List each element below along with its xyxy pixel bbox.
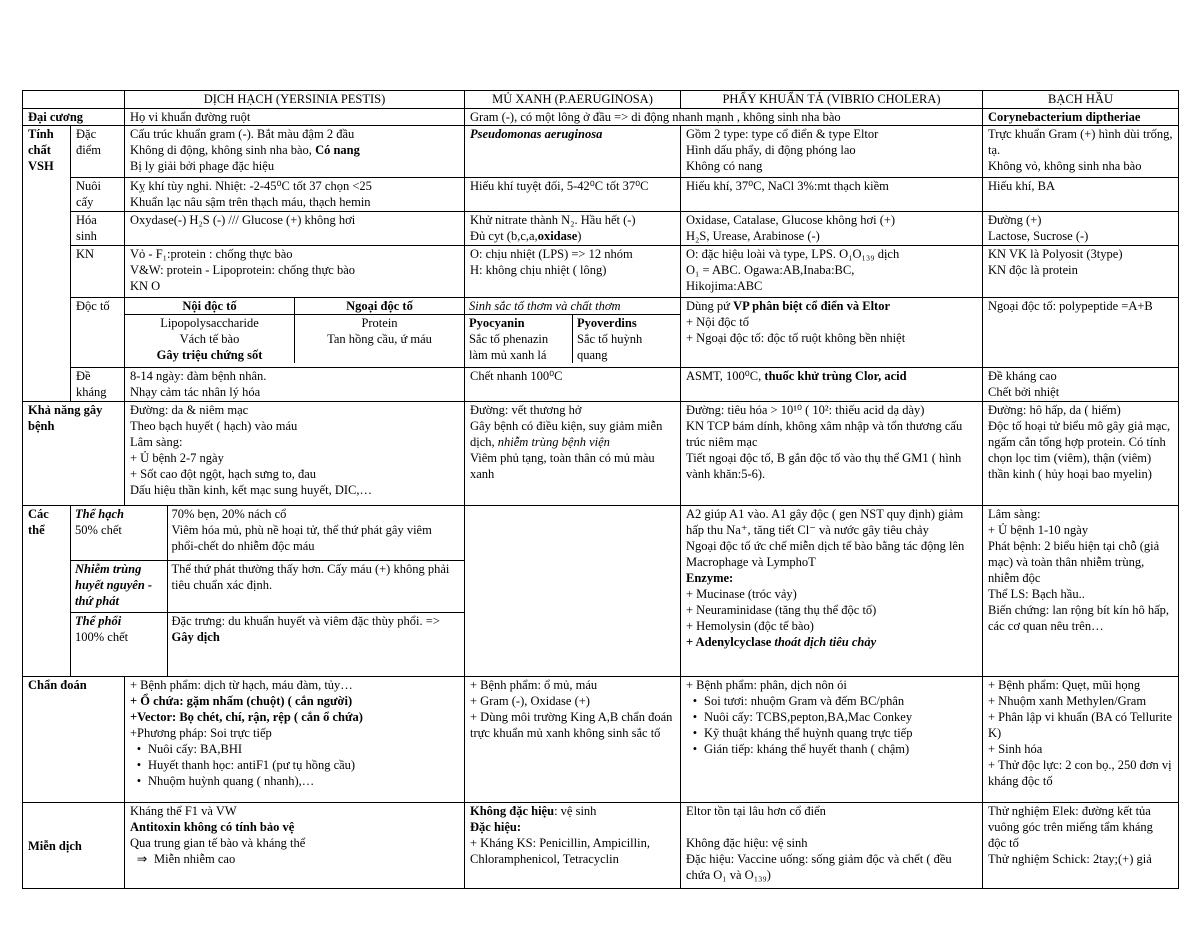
- text-line: Lactose, Sucrose (-): [988, 229, 1089, 243]
- text-line: Protein: [361, 316, 398, 330]
- text-line: Chết bởi nhiệt: [988, 385, 1060, 399]
- text-line: Qua trung gian tế bào và kháng thể: [130, 836, 306, 850]
- text-line: + Ngoại độc tố: độc tố ruột không bền nhiệt: [686, 331, 906, 345]
- row-dac-diem: [23, 126, 1179, 178]
- row-chan-doan: [23, 677, 1179, 803]
- text-line: KN độc là protein: [988, 263, 1078, 277]
- the-phoi-name: [71, 612, 167, 676]
- text-line: 70% bẹn, 20% nách cổ: [171, 507, 287, 521]
- de-khang-yp: [125, 368, 465, 402]
- text-line: • Kỹ thuật kháng thể huỳnh quang trực tiếp: [686, 725, 977, 741]
- row-kha-nang: [23, 402, 1179, 506]
- noi-doc-to-content: [125, 315, 295, 364]
- pyocyanin-cell: [465, 315, 573, 364]
- text-line: Viêm phủ tạng, toàn thân có mủ màu xanh: [470, 451, 655, 481]
- de-khang-bh: [983, 368, 1179, 402]
- row-kn: [23, 246, 1179, 298]
- text-line: Gồm 2 type: type cổ điển & type Eltor: [686, 127, 879, 141]
- text-line: Pyoverdins: [577, 316, 637, 330]
- text-line: Không đặc hiệu: vệ sinh: [686, 836, 808, 850]
- kha-nang-pa: [465, 402, 681, 506]
- text-line: Dùng pứ VP phân biệt cổ điển và Eltor: [686, 299, 891, 313]
- hoa-sinh-vc: [681, 212, 983, 246]
- label-dai-cuong: Đại cương: [23, 109, 125, 126]
- text-line: + Nội độc tố: [686, 315, 749, 329]
- text-line: Tan hồng cầu, ứ máu: [327, 332, 432, 346]
- noi-doc-to-title: Nội độc tố: [125, 298, 295, 315]
- cac-the-subtable: [71, 506, 464, 676]
- label-de-khang: Đề kháng: [71, 368, 125, 402]
- doc-to-yp-subtable: [125, 298, 464, 363]
- cac-the-vc: [681, 506, 983, 677]
- mien-dich-vc: [681, 803, 983, 889]
- text-line: +Phương pháp: Soi trực tiếp: [130, 726, 272, 740]
- hoa-sinh-yp: Oxydase(-) H₂S (-) /// Glucose (+) không hơi: [125, 212, 465, 246]
- text-line: Không vỏ, không sinh nha bào: [988, 159, 1142, 173]
- label-hoa-sinh: Hóa sinh: [71, 212, 125, 246]
- mien-dich-yp: [125, 803, 465, 889]
- dai-cuong-yp: Họ vi khuẩn đường ruột: [125, 109, 465, 126]
- text-line: làm mủ xanh lá: [469, 348, 547, 362]
- text-line: Sắc tố huỳnh: [577, 332, 643, 346]
- text-line: Viêm hóa mủ, phù nề hoại tử, thể thứ phát gây viêm phổi-chết do nhiễm độc máu: [171, 523, 432, 553]
- header-yersinia: DỊCH HẠCH (YERSINIA PESTIS): [125, 91, 465, 109]
- text-line: 100% chết: [75, 629, 129, 644]
- kn-vc: [681, 246, 983, 298]
- text-line: Pyocyanin: [469, 316, 525, 330]
- kha-nang-yp: [125, 402, 465, 506]
- nuoi-cay-yp: [125, 178, 465, 212]
- text-line: + Mucinase (tróc vảy): [686, 587, 797, 601]
- text-line: Đủ cyt (b,c,a,oxidase): [470, 229, 582, 243]
- text-line: Trực khuẩn Gram (+) hình dùi trống, tạ.: [988, 127, 1173, 157]
- chan-doan-yp: [125, 677, 465, 803]
- kn-yp: [125, 246, 465, 298]
- the-hach-desc: [167, 506, 464, 560]
- text-line: A2 giúp A1 vào. A1 gây độc ( gen NST quy định) giảm hấp thu Na⁺, tăng tiết Cl⁻ và nước gây tiêu chảy: [686, 507, 964, 537]
- nuoi-cay-bh: Hiếu khí, BA: [983, 178, 1179, 212]
- nuoi-cay-vc: Hiếu khí, 37⁰C, NaCl 3%:mt thạch kiềm: [681, 178, 983, 212]
- header-vibrio: PHẨY KHUẨN TẢ (VIBRIO CHOLERA): [681, 91, 983, 109]
- text-line: Độc tố hoại tử biểu mô gây giả mạc, ngấm cắn tổng hợp protein. Có tính chọn lọc tim (viêm), thận (viêm) thần kinh ( hủy hoại bao myelin): [988, 419, 1171, 481]
- text-line: + Bệnh phẩm: dịch từ hạch, máu đàm, tủy…: [130, 678, 353, 692]
- hoa-sinh-bh: [983, 212, 1179, 246]
- text-line: H: không chịu nhiệt ( lông): [470, 263, 607, 277]
- text-line: KN VK là Polyosit (3type): [988, 247, 1123, 261]
- text-line: + Hemolysin (độc tế bào): [686, 619, 814, 633]
- text-line: + Gram (-), Oxidase (+): [470, 694, 590, 708]
- row-cac-the: [23, 506, 1179, 677]
- text-line: Thể LS: Bạch hầu..: [988, 587, 1085, 601]
- header-row: [23, 91, 1179, 109]
- text-line: Cấu trúc khuẩn gram (-). Bắt màu đậm 2 đầu: [130, 127, 355, 141]
- text-line: Tiết ngoại độc tố, B gắn độc tố vào thụ thể GM1 ( hình vành khăn:5-6).: [686, 451, 962, 481]
- hoa-sinh-pa: [465, 212, 681, 246]
- doc-to-pa-subtable: [465, 298, 680, 363]
- text-line: • Soi tươi: nhuộm Gram và đếm BC/phân: [686, 693, 977, 709]
- pa-sac-to-title: Sinh sắc tố thơm và chất thơm: [465, 298, 680, 315]
- text-line: Kháng thể F1 và VW: [130, 804, 237, 818]
- chan-doan-vc: [681, 677, 983, 803]
- text-line: Theo bạch huyết ( hạch) vào máu: [130, 419, 298, 433]
- kn-bh: [983, 246, 1179, 298]
- cac-the-pa: [465, 506, 681, 677]
- text-line: Không có nang: [686, 159, 763, 173]
- text-line: Lâm sàng:: [988, 507, 1041, 521]
- text-line: + Sốt cao đột ngột, hạch sưng to, đau: [130, 467, 317, 481]
- text-line: O: chịu nhiệt (LPS) => 12 nhóm: [470, 247, 633, 261]
- comparison-table: [22, 90, 1179, 889]
- text-line: Hình dấu phẩy, di động phóng lao: [686, 143, 856, 157]
- doc-to-pa: [465, 298, 681, 368]
- text-line: Khuẩn lạc nâu sậm trên thạch máu, thạch hemin: [130, 195, 371, 209]
- text-line: • Nuôi cấy: BA,BHI: [130, 741, 459, 757]
- label-kha-nang: Khả năng gây bệnh: [23, 402, 125, 506]
- text-line: Eltor tồn tại lâu hơn cổ điển: [686, 804, 826, 818]
- text-line: • Nuôi cấy: TCBS,pepton,BA,Mac Conkey: [686, 709, 977, 725]
- row-dai-cuong: [23, 109, 1179, 126]
- de-khang-pa: Chết nhanh 100⁰C: [465, 368, 681, 402]
- text-line: Thể phổi: [75, 613, 122, 628]
- ngoai-doc-to-content: [295, 315, 465, 364]
- text-line: + Bệnh phẩm: Quẹt, mũi họng: [988, 678, 1141, 692]
- label-mien-dich: Miễn dịch: [23, 803, 125, 889]
- dac-diem-vc: [681, 126, 983, 178]
- dac-diem-pa: Pseudomonas aeruginosa: [465, 126, 681, 178]
- text-line: Thử nghiệm Elek: đường kết tủa vuông góc trên miếng tẩm kháng độc tố: [988, 804, 1153, 850]
- text-line: Đường: da & niêm mạc: [130, 403, 249, 417]
- header-empty: [23, 91, 125, 109]
- row-hoa-sinh: [23, 212, 1179, 246]
- text-line: + Neuraminidase (tăng thụ thể độc tố): [686, 603, 877, 617]
- text-line: Đường (+): [988, 213, 1042, 227]
- text-line: Gây triệu chứng sốt: [156, 348, 263, 362]
- text-line: quang: [577, 348, 608, 362]
- text-line: Lipopolysaccharide: [160, 316, 259, 330]
- text-line: + Adenylcyclase thoát dịch tiêu chảy: [686, 635, 877, 649]
- kha-nang-bh: [983, 402, 1179, 506]
- text-line: + Dùng môi trường King A,B chẩn đoán trực khuẩn mủ xanh không sinh sắc tố: [470, 710, 673, 740]
- text-line: + Thử độc lực: 2 con bọ., 250 đơn vị kháng độc tố: [988, 758, 1172, 788]
- text-line: O: đặc hiệu loài và type, LPS. O₁O₁₃₉ dịch: [686, 247, 900, 261]
- chan-doan-bh: [983, 677, 1179, 803]
- row-nuoi-cay: [23, 178, 1179, 212]
- cac-the-yp: [71, 506, 465, 677]
- kha-nang-vc: [681, 402, 983, 506]
- header-aeruginosa: MỦ XANH (P.AERUGINOSA): [465, 91, 681, 109]
- text-line: Oxidase, Catalase, Glucose không hơi (+): [686, 213, 896, 227]
- text-line: Thử nghiệm Schick: 2tay;(+) giả: [988, 852, 1152, 866]
- text-line: Đường: vết thương hở: [470, 403, 582, 417]
- text-line: 8-14 ngày: đàm bệnh nhân.: [130, 369, 267, 383]
- text-line: 50% chết: [75, 523, 122, 537]
- text-line: V&W: protein - Lipoprotein: chống thực bào: [130, 263, 356, 277]
- text-line: Bị ly giải bởi phage đặc hiệu: [130, 159, 275, 173]
- text-line: ⇒ Miễn nhiễm cao: [130, 851, 459, 867]
- text-line: Sắc tố phenazin: [469, 332, 549, 346]
- text-line: • Nhuộm huỳnh quang ( nhanh),…: [130, 773, 459, 789]
- header-bach-hau: BẠCH HẦU: [983, 91, 1179, 109]
- text-line: + Bệnh phẩm: phân, dịch nôn ói: [686, 678, 847, 692]
- text-line: Dấu hiệu thần kinh, kết mạc sung huyết, DIC,…: [130, 483, 372, 497]
- label-kn: KN: [71, 246, 125, 298]
- text-line: Antitoxin không có tính bảo vệ: [130, 820, 295, 834]
- text-line: Đề kháng cao: [988, 369, 1057, 383]
- ngoai-doc-to-title: Ngoại độc tố: [295, 298, 465, 315]
- doc-to-vc: [681, 298, 983, 368]
- text-line: Phát bệnh: 2 biểu hiện tại chỗ (giả mạc) và toàn thân nhiễm trùng, nhiễm độc: [988, 539, 1160, 585]
- dai-cuong-pa: Gram (-), có một lông ở đầu => di động nhanh mạnh , không sinh nha bào: [465, 109, 983, 126]
- kn-pa: [465, 246, 681, 298]
- text-line: Hikojima:ABC: [686, 279, 763, 293]
- text-line: Không đặc hiệu: vệ sinh: [470, 804, 597, 818]
- text-line: Biến chứng: lan rộng bít kín hô hấp, các cơ quan nêu trên…: [988, 603, 1170, 633]
- text-line: + Nhuộm xanh Methylen/Gram: [988, 694, 1147, 708]
- cac-the-bh: [983, 506, 1179, 677]
- text-line: + Ủ bệnh 2-7 ngày: [130, 451, 224, 465]
- text-line: Đường: tiêu hóa > 10¹⁰ ( 10²: thiếu acid dạ dày): [686, 403, 925, 417]
- nuoi-cay-pa: Hiếu khí tuyệt đối, 5-42⁰C tốt 37⁰C: [465, 178, 681, 212]
- dac-diem-yp: [125, 126, 465, 178]
- text-line: Thể hạch: [75, 507, 124, 521]
- nhiem-trung-desc: Thể thứ phát thường thấy hơn. Cấy máu (+) không phải tiêu chuẩn xác định.: [167, 560, 464, 612]
- text-line: Vỏ - F₁:protein : chống thực bào: [130, 247, 293, 261]
- text-line: Đường: hô hấp, da ( hiếm): [988, 403, 1121, 417]
- nhiem-trung-name: Nhiễm trùng huyết nguyên - thứ phát: [71, 560, 167, 612]
- label-dac-diem: Đặc điểm: [71, 126, 125, 178]
- mien-dich-pa: [465, 803, 681, 889]
- text-line: +Vector: Bọ chét, chí, rận, rệp ( cắn ổ chứa): [130, 710, 363, 724]
- text-line: O₁ = ABC. Ogawa:AB,Inaba:BC,: [686, 263, 855, 277]
- text-line: + Ủ bệnh 1-10 ngày: [988, 523, 1089, 537]
- the-hach-name: [71, 506, 167, 560]
- chan-doan-pa: [465, 677, 681, 803]
- text-line: Đặc hiệu:: [470, 820, 522, 834]
- text-line: + Sinh hóa: [988, 742, 1043, 756]
- text-line: Không di động, không sinh nha bào, Có nang: [130, 143, 360, 157]
- dai-cuong-bh: Corynebacterium diptheriae: [983, 109, 1179, 126]
- text-line: + Bệnh phẩm: ổ mủ, máu: [470, 678, 598, 692]
- dac-diem-bh: [983, 126, 1179, 178]
- row-de-khang: [23, 368, 1179, 402]
- text-line: Kỵ khí tùy nghi. Nhiệt: -2-45⁰C tốt 37 chọn <25: [130, 179, 372, 193]
- text-line: Ngoại độc tố ức chế miễn dịch tế bào bằng tác động lên Macrophage và LymphoT: [686, 539, 965, 569]
- text-line: Khử nitrate thành N₂. Hầu hết (-): [470, 213, 636, 227]
- text-line: KN TCP bám dính, không xâm nhập và tổn thương cấu trúc niêm mạc: [686, 419, 963, 449]
- text-line: KN O: [130, 279, 161, 293]
- text-line: • Huyết thanh học: antiF1 (pư tụ hồng cầu): [130, 757, 459, 773]
- text-line: Nhạy cảm tác nhân lý hóa: [130, 385, 261, 399]
- text-line: + Kháng KS: Penicillin, Ampicillin, Chloramphenicol, Tetracyclin: [470, 836, 650, 866]
- doc-to-bh: Ngoại độc tố: polypeptide =A+B: [983, 298, 1179, 368]
- text-line: + Ổ chứa: gặm nhấm (chuột) ( cắn người): [130, 694, 353, 708]
- label-doc-to: Độc tố: [71, 298, 125, 368]
- text-line: + Phân lập vi khuẩn (BA có Tellurite K): [988, 710, 1173, 740]
- doc-to-yp: [125, 298, 465, 368]
- de-khang-vc: ASMT, 100⁰C, thuốc khử trùng Clor, acid: [681, 368, 983, 402]
- row-mien-dich: [23, 803, 1179, 889]
- text-line: Enzyme:: [686, 571, 734, 585]
- the-phoi-desc: Đặc trưng: du khuẩn huyết và viêm đặc thùy phổi. => Gây dịch: [167, 612, 464, 676]
- label-nuoi-cay: Nuôi cấy: [71, 178, 125, 212]
- text-line: H₂S, Urease, Arabinose (-): [686, 229, 820, 243]
- label-tinh-chat: Tính chất VSH: [23, 126, 71, 402]
- mien-dich-bh: [983, 803, 1179, 889]
- text-line: Đặc hiệu: Vaccine uống: sống giảm độc và chết ( đều chứa O₁ và O₁₃₉): [686, 852, 952, 882]
- label-cac-the: Các thể: [23, 506, 71, 677]
- text-line: Vách tế bào: [179, 332, 240, 346]
- text-line: • Gián tiếp: kháng thể huyết thanh ( chậm): [686, 741, 977, 757]
- text-line: Lâm sàng:: [130, 435, 183, 449]
- pyoverdins-cell: [573, 315, 681, 364]
- text-line: Gây bệnh có điều kiện, suy giảm miễn dịch, nhiễm trùng bệnh viện: [470, 419, 663, 449]
- row-doc-to: [23, 298, 1179, 368]
- label-chan-doan: Chẩn đoán: [23, 677, 125, 803]
